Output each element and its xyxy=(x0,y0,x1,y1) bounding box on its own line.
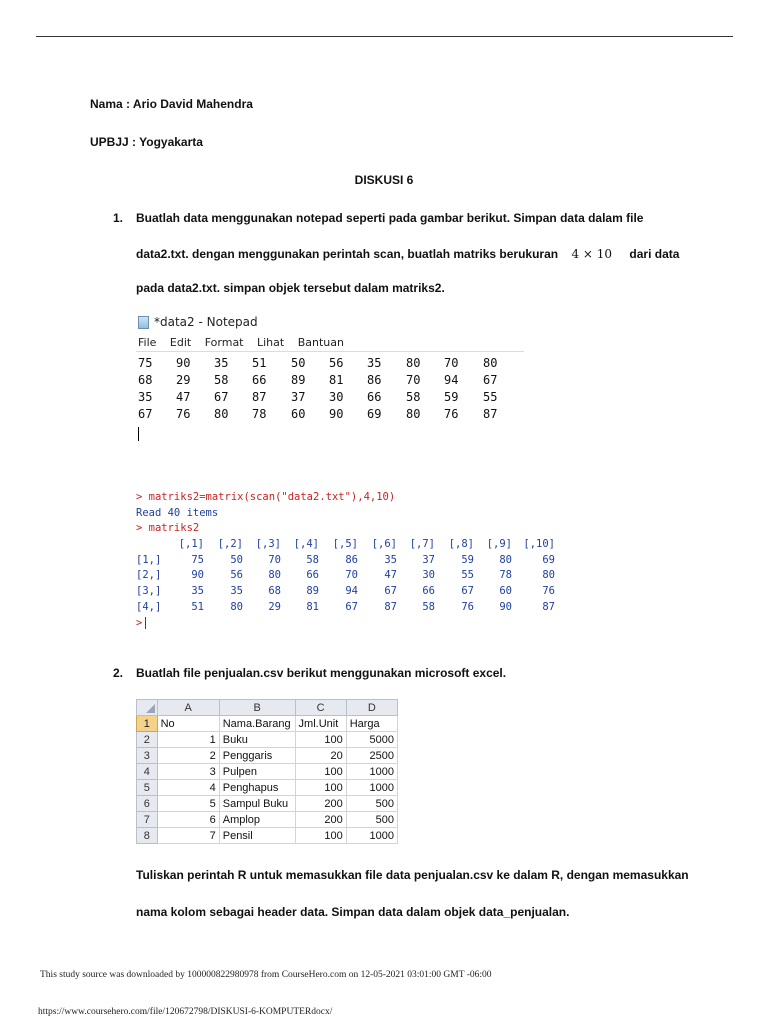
menu-bantuan[interactable]: Bantuan xyxy=(297,336,344,349)
notepad-value: 67 xyxy=(214,390,229,404)
r-matrix-value: 80 xyxy=(230,600,243,613)
excel-row xyxy=(137,796,398,812)
excel-row xyxy=(137,716,398,732)
excel-cell[interactable]: Pensil xyxy=(219,828,295,844)
page-title: DISKUSI 6 xyxy=(354,173,414,187)
excel-cell[interactable]: Pulpen xyxy=(219,764,295,780)
notepad-value: 35 xyxy=(214,356,229,370)
r-matrix-value: 50 xyxy=(230,553,243,566)
notepad-value: 60 xyxy=(291,407,306,421)
r-matrix-value: 76 xyxy=(542,585,555,598)
download-note: This study source was downloaded by 100000822980978 from CourseHero.com on 12-05-2021 03:01:00 GMT -06:00 xyxy=(40,970,492,980)
r-matrix-value: 78 xyxy=(499,569,512,582)
excel-table xyxy=(136,699,398,844)
r-col-header: [,4] xyxy=(293,538,319,551)
notepad-value: 76 xyxy=(176,407,191,421)
excel-cell[interactable]: Nama.Barang xyxy=(219,716,295,732)
question-1-number: 1. xyxy=(113,211,124,225)
select-all-corner[interactable] xyxy=(137,700,158,716)
notepad-value: 87 xyxy=(252,390,267,404)
r-matrix-value: 67 xyxy=(384,585,397,598)
excel-cell[interactable]: 5 xyxy=(157,796,219,812)
r-matrix-row xyxy=(136,600,566,616)
question-1-line-2 xyxy=(136,247,679,261)
r-matrix-rows xyxy=(136,553,566,616)
notepad-icon xyxy=(138,316,149,329)
notepad-value: 29 xyxy=(176,373,191,387)
notepad-value: 78 xyxy=(252,407,267,421)
menu-lihat[interactable]: Lihat xyxy=(257,336,285,349)
r-console-screenshot xyxy=(136,490,566,640)
notepad-value: 90 xyxy=(329,407,344,421)
menu-edit[interactable]: Edit xyxy=(169,336,192,349)
r-row-label: [4,] xyxy=(136,600,162,613)
r-matrix-value: 51 xyxy=(191,600,204,613)
excel-row xyxy=(137,732,398,748)
notepad-value: 94 xyxy=(444,373,459,387)
r-prompt: > xyxy=(136,616,143,629)
r-matrix-value: 80 xyxy=(268,569,281,582)
source-url[interactable]: https://www.coursehero.com/file/120672798/DISKUSI-6-KOMPUTERdocx/ xyxy=(38,1007,333,1017)
notepad-value: 81 xyxy=(329,373,344,387)
notepad-value: 67 xyxy=(483,373,498,387)
notepad-menu xyxy=(138,336,354,349)
notepad-value: 80 xyxy=(406,407,421,421)
notepad-value: 68 xyxy=(138,373,153,387)
menu-format[interactable]: Format xyxy=(204,336,244,349)
excel-cell[interactable]: Penghapus xyxy=(219,780,295,796)
notepad-menu-separator xyxy=(136,351,524,352)
r-col-header: [,1] xyxy=(178,538,204,551)
r-matrix-value: 66 xyxy=(422,585,435,598)
notepad-value: 51 xyxy=(252,356,267,370)
excel-cell[interactable]: 500 xyxy=(346,812,397,828)
notepad-text-caret xyxy=(138,427,139,441)
r-matrix-value: 29 xyxy=(268,600,281,613)
excel-column-header[interactable]: A xyxy=(157,700,219,716)
r-matrix-value: 80 xyxy=(542,569,555,582)
notepad-value: 90 xyxy=(176,356,191,370)
r-matrix-value: 58 xyxy=(422,600,435,613)
excel-cell[interactable]: 6 xyxy=(157,812,219,828)
r-matrix-value: 35 xyxy=(384,553,397,566)
top-rule xyxy=(36,36,733,37)
excel-cell[interactable]: 1 xyxy=(157,732,219,748)
r-matrix-value: 35 xyxy=(191,585,204,598)
notepad-value: 58 xyxy=(214,373,229,387)
excel-cell[interactable]: 4 xyxy=(157,780,219,796)
question-1-line-2-before: data2.txt. dengan menggunakan perintah scan, buatlah matriks berukuran xyxy=(136,247,559,261)
notepad-value: 89 xyxy=(291,373,306,387)
excel-row-number[interactable]: 8 xyxy=(137,828,158,844)
notepad-value: 47 xyxy=(176,390,191,404)
r-matrix-value: 81 xyxy=(306,600,319,613)
notepad-value: 35 xyxy=(367,356,382,370)
r-output-read: Read 40 items xyxy=(136,506,219,519)
excel-cell[interactable]: No xyxy=(157,716,219,732)
question-1-line-1: Buatlah data menggunakan notepad seperti pada gambar berikut. Simpan data dalam file xyxy=(136,211,644,225)
r-matrix-value: 67 xyxy=(461,585,474,598)
question-2-line-3: nama kolom sebagai header data. Simpan data dalam objek data_penjualan. xyxy=(136,905,570,919)
excel-row-number[interactable]: 6 xyxy=(137,796,158,812)
excel-cell[interactable]: 3 xyxy=(157,764,219,780)
question-2-line-1: Buatlah file penjualan.csv berikut menggunakan microsoft excel. xyxy=(136,666,507,680)
notepad-value: 35 xyxy=(138,390,153,404)
r-matrix-value: 47 xyxy=(384,569,397,582)
r-matrix-value: 80 xyxy=(499,553,512,566)
r-col-header: [,6] xyxy=(371,538,397,551)
notepad-value: 55 xyxy=(483,390,498,404)
excel-cell[interactable]: Sampul Buku xyxy=(219,796,295,812)
r-matrix-value: 35 xyxy=(230,585,243,598)
r-matrix-value: 94 xyxy=(345,585,358,598)
r-col-header: [,9] xyxy=(486,538,512,551)
question-2-number: 2. xyxy=(113,666,124,680)
r-matrix-value: 30 xyxy=(422,569,435,582)
excel-column-header[interactable]: B xyxy=(219,700,295,716)
excel-column-header[interactable]: D xyxy=(346,700,397,716)
excel-row xyxy=(137,748,398,764)
matrix-size: 4 × 10 xyxy=(571,247,613,261)
excel-cell[interactable]: Amplop xyxy=(219,812,295,828)
notepad-value: 87 xyxy=(483,407,498,421)
notepad-value: 66 xyxy=(367,390,382,404)
r-prompt-line[interactable] xyxy=(136,616,566,632)
excel-row-number[interactable]: 3 xyxy=(137,748,158,764)
r-matrix-row xyxy=(136,584,566,600)
r-matrix-value: 87 xyxy=(384,600,397,613)
excel-cell[interactable]: 1000 xyxy=(346,828,397,844)
r-matrix-value: 90 xyxy=(499,600,512,613)
excel-cell[interactable]: 100 xyxy=(295,780,346,796)
question-1-line-2-after: dari data xyxy=(629,247,680,261)
excel-cell[interactable]: Buku xyxy=(219,732,295,748)
r-matrix-col-headers xyxy=(136,537,566,553)
excel-cell[interactable]: 5000 xyxy=(346,732,397,748)
excel-row-number[interactable]: 7 xyxy=(137,812,158,828)
excel-cell[interactable]: 100 xyxy=(295,828,346,844)
notepad-title: *data2 - Notepad xyxy=(154,315,258,329)
excel-sheet-screenshot xyxy=(136,699,398,853)
question-1-line-3: pada data2.txt. simpan objek tersebut dalam matriks2. xyxy=(136,281,445,295)
r-col-header: [,3] xyxy=(255,538,281,551)
r-row-label: [3,] xyxy=(136,585,162,598)
notepad-value: 80 xyxy=(406,356,421,370)
excel-cell[interactable]: 1000 xyxy=(346,780,397,796)
excel-cell[interactable]: 200 xyxy=(295,812,346,828)
excel-row xyxy=(137,812,398,828)
excel-cell[interactable]: 2 xyxy=(157,748,219,764)
excel-row-number[interactable]: 5 xyxy=(137,780,158,796)
excel-cell[interactable]: 2500 xyxy=(346,748,397,764)
excel-row xyxy=(137,780,398,796)
excel-cell[interactable]: 1000 xyxy=(346,764,397,780)
r-col-header: [,8] xyxy=(448,538,474,551)
r-matrix-value: 68 xyxy=(268,585,281,598)
r-command-matrix: > matriks2=matrix(scan("data2.txt"),4,10) xyxy=(136,491,396,503)
notepad-value: 70 xyxy=(444,356,459,370)
excel-cell[interactable]: 100 xyxy=(295,764,346,780)
upbjj-line: UPBJJ : Yogyakarta xyxy=(90,135,203,149)
notepad-value: 56 xyxy=(329,356,344,370)
excel-cell[interactable]: 100 xyxy=(295,732,346,748)
excel-cell[interactable]: 20 xyxy=(295,748,346,764)
notepad-value: 37 xyxy=(291,390,306,404)
excel-row-number[interactable]: 2 xyxy=(137,732,158,748)
notepad-value: 76 xyxy=(444,407,459,421)
r-matrix-value: 70 xyxy=(268,553,281,566)
excel-column-header[interactable]: C xyxy=(295,700,346,716)
r-matrix-value: 76 xyxy=(461,600,474,613)
notepad-value: 66 xyxy=(252,373,267,387)
notepad-value: 59 xyxy=(444,390,459,404)
r-matrix-value: 60 xyxy=(499,585,512,598)
excel-cell[interactable]: Penggaris xyxy=(219,748,295,764)
notepad-value: 58 xyxy=(406,390,421,404)
question-2-line-2: Tuliskan perintah R untuk memasukkan file data penjualan.csv ke dalam R, dengan memasukkan xyxy=(136,868,689,882)
excel-row-number[interactable]: 4 xyxy=(137,764,158,780)
notepad-screenshot xyxy=(136,312,526,442)
excel-cell[interactable]: 500 xyxy=(346,796,397,812)
r-matrix-value: 67 xyxy=(345,600,358,613)
r-matrix-row xyxy=(136,553,566,569)
r-row-label: [1,] xyxy=(136,553,162,566)
r-col-header: [,5] xyxy=(332,538,358,551)
notepad-value: 50 xyxy=(291,356,306,370)
r-matrix-value: 37 xyxy=(422,553,435,566)
excel-cell[interactable]: Jml.Unit xyxy=(295,716,346,732)
r-matrix-value: 55 xyxy=(461,569,474,582)
excel-cell[interactable]: 200 xyxy=(295,796,346,812)
student-name: Nama : Ario David Mahendra xyxy=(90,97,253,111)
r-matrix-value: 90 xyxy=(191,569,204,582)
excel-row xyxy=(137,828,398,844)
r-command-print: > matriks2 xyxy=(136,522,200,535)
r-col-header: [,10] xyxy=(523,538,555,551)
notepad-value: 70 xyxy=(406,373,421,387)
r-col-header: [,2] xyxy=(217,538,243,551)
r-matrix-value: 70 xyxy=(345,569,358,582)
r-matrix-row xyxy=(136,568,566,584)
r-row-label: [2,] xyxy=(136,569,162,582)
notepad-value: 80 xyxy=(214,407,229,421)
excel-cell[interactable]: Harga xyxy=(346,716,397,732)
r-matrix-value: 69 xyxy=(542,553,555,566)
notepad-value: 69 xyxy=(367,407,382,421)
notepad-value: 80 xyxy=(483,356,498,370)
notepad-value: 75 xyxy=(138,356,153,370)
menu-file[interactable]: File xyxy=(138,336,157,349)
r-matrix-value: 58 xyxy=(306,553,319,566)
r-matrix-value: 66 xyxy=(306,569,319,582)
notepad-value: 67 xyxy=(138,407,153,421)
r-matrix-value: 87 xyxy=(542,600,555,613)
r-matrix-value: 56 xyxy=(230,569,243,582)
excel-cell[interactable]: 7 xyxy=(157,828,219,844)
notepad-value: 30 xyxy=(329,390,344,404)
r-matrix-value: 75 xyxy=(191,553,204,566)
r-text-caret xyxy=(145,617,146,629)
r-matrix-value: 86 xyxy=(345,553,358,566)
r-matrix-value: 59 xyxy=(461,553,474,566)
r-col-header: [,7] xyxy=(409,538,435,551)
r-matrix-value: 89 xyxy=(306,585,319,598)
excel-row-number[interactable]: 1 xyxy=(137,716,158,732)
excel-row xyxy=(137,764,398,780)
excel-column-header-row xyxy=(137,700,398,716)
notepad-value: 86 xyxy=(367,373,382,387)
